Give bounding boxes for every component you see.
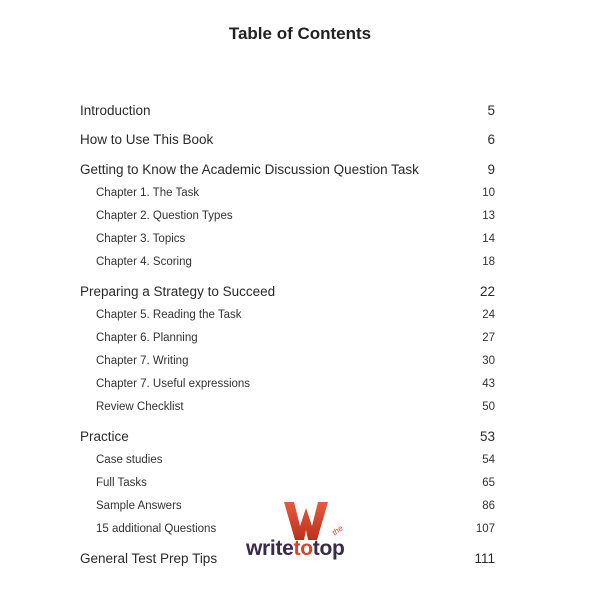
toc-entry-label: Chapter 7. Useful expressions bbox=[96, 378, 251, 390]
toc-entry-label: Preparing a Strategy to Succeed bbox=[80, 284, 276, 299]
toc-entry-page: 65 bbox=[482, 477, 495, 489]
toc-entry-chapter-2[interactable] bbox=[80, 210, 495, 222]
toc-entry-label: Sample Answers bbox=[96, 500, 182, 512]
toc-entry-how-to-use[interactable] bbox=[80, 132, 495, 147]
toc-entry-page: 54 bbox=[482, 454, 495, 466]
toc-entry-page: 107 bbox=[475, 523, 495, 535]
toc-entry-label: Review Checklist bbox=[96, 401, 184, 413]
toc-entry-chapter-7-writing[interactable] bbox=[80, 355, 495, 367]
toc-entry-label: Chapter 5. Reading the Task bbox=[96, 309, 242, 321]
toc-entry-label: Chapter 1. The Task bbox=[96, 187, 200, 199]
toc-entry-page: 24 bbox=[482, 309, 495, 321]
toc-entry-review-checklist[interactable] bbox=[80, 401, 495, 413]
logo-text-top: top bbox=[312, 537, 345, 560]
toc-entry-page: 53 bbox=[479, 429, 495, 444]
toc-entry-label: Chapter 6. Planning bbox=[96, 332, 198, 344]
toc-entry-practice[interactable] bbox=[80, 429, 495, 444]
page-title: Table of Contents bbox=[228, 24, 372, 43]
toc-entry-page: 22 bbox=[479, 284, 495, 299]
toc-entry-label: Practice bbox=[80, 429, 129, 444]
toc-entry-page: 5 bbox=[487, 103, 495, 118]
toc-entry-page: 9 bbox=[487, 162, 495, 177]
toc-entry-chapter-6[interactable] bbox=[80, 332, 495, 344]
toc-entry-chapter-1[interactable] bbox=[80, 187, 495, 199]
toc-entry-full-tasks[interactable] bbox=[80, 477, 495, 489]
toc-entry-chapter-4[interactable] bbox=[80, 256, 495, 268]
toc-entry-page: 6 bbox=[487, 132, 495, 147]
toc-entry-chapter-7-expressions[interactable] bbox=[80, 378, 495, 390]
logo-text-write: write bbox=[246, 537, 294, 560]
brand-logo bbox=[246, 500, 376, 578]
toc-entry-label: Introduction bbox=[80, 103, 151, 118]
toc-entry-label: Chapter 4. Scoring bbox=[96, 256, 192, 268]
toc-entry-page: 10 bbox=[482, 187, 495, 199]
toc-entry-introduction[interactable] bbox=[80, 103, 495, 118]
toc-entry-page: 30 bbox=[482, 355, 495, 367]
toc-entry-label: Chapter 2. Question Types bbox=[96, 210, 233, 222]
toc-entry-page: 14 bbox=[482, 233, 495, 245]
toc-entry-label: General Test Prep Tips bbox=[80, 551, 218, 566]
toc-entry-case-studies[interactable] bbox=[80, 454, 495, 466]
logo-w-mark-icon bbox=[284, 500, 328, 542]
toc-entry-label: Getting to Know the Academic Discussion Question Task bbox=[80, 162, 419, 177]
toc-entry-getting-to-know[interactable] bbox=[80, 162, 495, 177]
toc-entry-preparing-strategy[interactable] bbox=[80, 284, 495, 299]
logo-wordmark bbox=[246, 538, 345, 559]
toc-entry-label: Chapter 3. Topics bbox=[96, 233, 186, 245]
toc-entry-page: 111 bbox=[474, 551, 495, 566]
toc-entry-label: Chapter 7. Writing bbox=[96, 355, 189, 367]
toc-entry-label: 15 additional Questions bbox=[96, 523, 217, 535]
toc-entry-label: How to Use This Book bbox=[80, 132, 214, 147]
toc-entry-page: 43 bbox=[482, 378, 495, 390]
logo-text-the: the bbox=[330, 523, 345, 538]
toc-entry-label: Full Tasks bbox=[96, 477, 147, 489]
toc-entry-chapter-3[interactable] bbox=[80, 233, 495, 245]
toc-entry-page: 27 bbox=[482, 332, 495, 344]
toc-entry-page: 86 bbox=[482, 500, 495, 512]
logo-text-to: to bbox=[293, 537, 313, 560]
toc-entry-chapter-5[interactable] bbox=[80, 309, 495, 321]
toc-entry-page: 18 bbox=[482, 256, 495, 268]
toc-entry-page: 13 bbox=[482, 210, 495, 222]
toc-entry-page: 50 bbox=[482, 401, 495, 413]
toc-entry-label: Case studies bbox=[96, 454, 163, 466]
